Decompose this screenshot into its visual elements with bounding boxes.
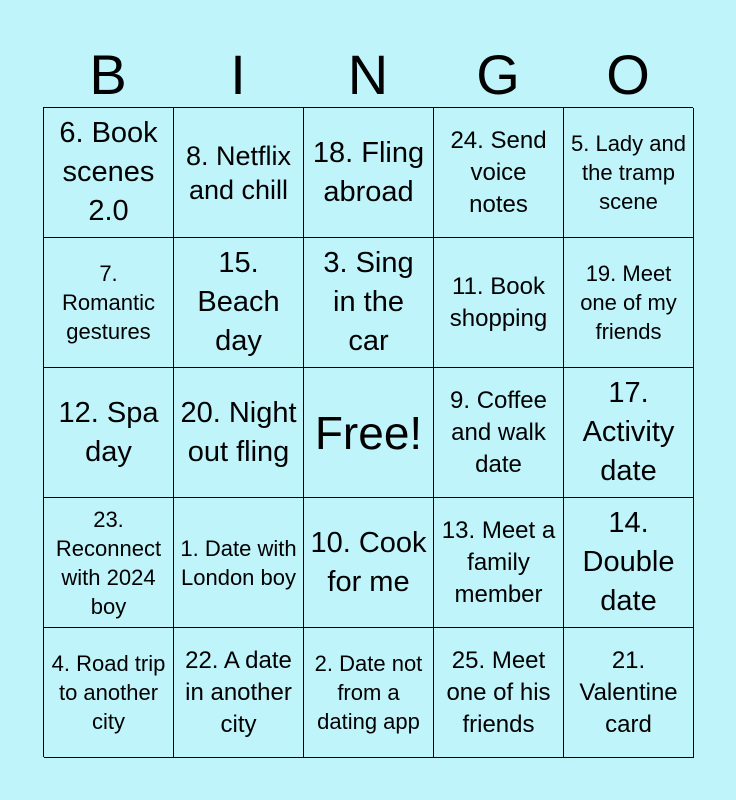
bingo-cell[interactable] (304, 238, 434, 368)
cell-text: 23. Reconnect with 2024 boy (55, 506, 162, 619)
cell-text: 3. Sing in the car (323, 247, 414, 357)
bingo-cell[interactable] (434, 498, 564, 628)
cell-text: 10. Cook for me (310, 526, 427, 598)
bingo-cell[interactable] (434, 368, 564, 498)
cell-text: 17. Activity date (582, 377, 675, 487)
cell-text: 6. Book scenes 2.0 (59, 117, 158, 227)
cell-text: 12. Spa day (58, 396, 159, 468)
cell-text: 25. Meet one of his friends (446, 646, 551, 738)
header-letter-g: G (476, 43, 520, 106)
bingo-cell[interactable] (304, 628, 434, 758)
cell-text: Free! (314, 406, 423, 459)
bingo-cell[interactable] (44, 368, 174, 498)
cell-text: 14. Double date (582, 507, 675, 617)
cell-text: 19. Meet one of my friends (580, 261, 677, 344)
bingo-cell[interactable] (174, 628, 304, 758)
bingo-cell[interactable] (174, 108, 304, 238)
bingo-grid (43, 107, 693, 757)
cell-text: 4. Road trip to another city (51, 651, 166, 734)
cell-text: 15. Beach day (197, 247, 280, 357)
bingo-cell[interactable] (44, 238, 174, 368)
bingo-cell[interactable] (44, 108, 174, 238)
bingo-cell[interactable] (174, 368, 304, 498)
bingo-cell[interactable] (434, 628, 564, 758)
header-letter-o: O (606, 43, 650, 106)
cell-text: 20. Night out fling (180, 396, 297, 468)
bingo-cell[interactable] (174, 238, 304, 368)
cell-text: 18. Fling abroad (312, 136, 425, 208)
bingo-cell[interactable] (44, 628, 174, 758)
bingo-cell[interactable] (304, 108, 434, 238)
cell-text: 2. Date not from a dating app (314, 651, 423, 734)
bingo-cell[interactable] (564, 368, 694, 498)
bingo-cell[interactable] (564, 498, 694, 628)
cell-text: 22. A date in another city (185, 646, 292, 738)
bingo-header (43, 44, 693, 106)
cell-text: 5. Lady and the tramp scene (571, 131, 686, 214)
bingo-cell[interactable] (564, 238, 694, 368)
bingo-cell[interactable] (44, 498, 174, 628)
bingo-cell[interactable] (564, 108, 694, 238)
header-letter-n: N (347, 43, 389, 106)
cell-text: 21. Valentine card (579, 646, 678, 738)
header-letter-b: B (89, 43, 127, 106)
cell-text: 1. Date with London boy (180, 535, 297, 590)
bingo-cell[interactable] (174, 498, 304, 628)
cell-text: 8. Netflix and chill (185, 140, 292, 205)
header-letter-i: I (230, 43, 246, 106)
cell-text: 24. Send voice notes (450, 126, 547, 218)
cell-text: 11. Book shopping (449, 272, 548, 332)
bingo-cell[interactable] (564, 628, 694, 758)
cell-text: 9. Coffee and walk date (450, 386, 547, 478)
cell-text: 7. Romantic gestures (62, 261, 155, 344)
bingo-cell[interactable] (304, 498, 434, 628)
free-space[interactable] (304, 368, 434, 498)
bingo-cell[interactable] (434, 108, 564, 238)
cell-text: 13. Meet a family member (441, 516, 556, 608)
bingo-cell[interactable] (434, 238, 564, 368)
